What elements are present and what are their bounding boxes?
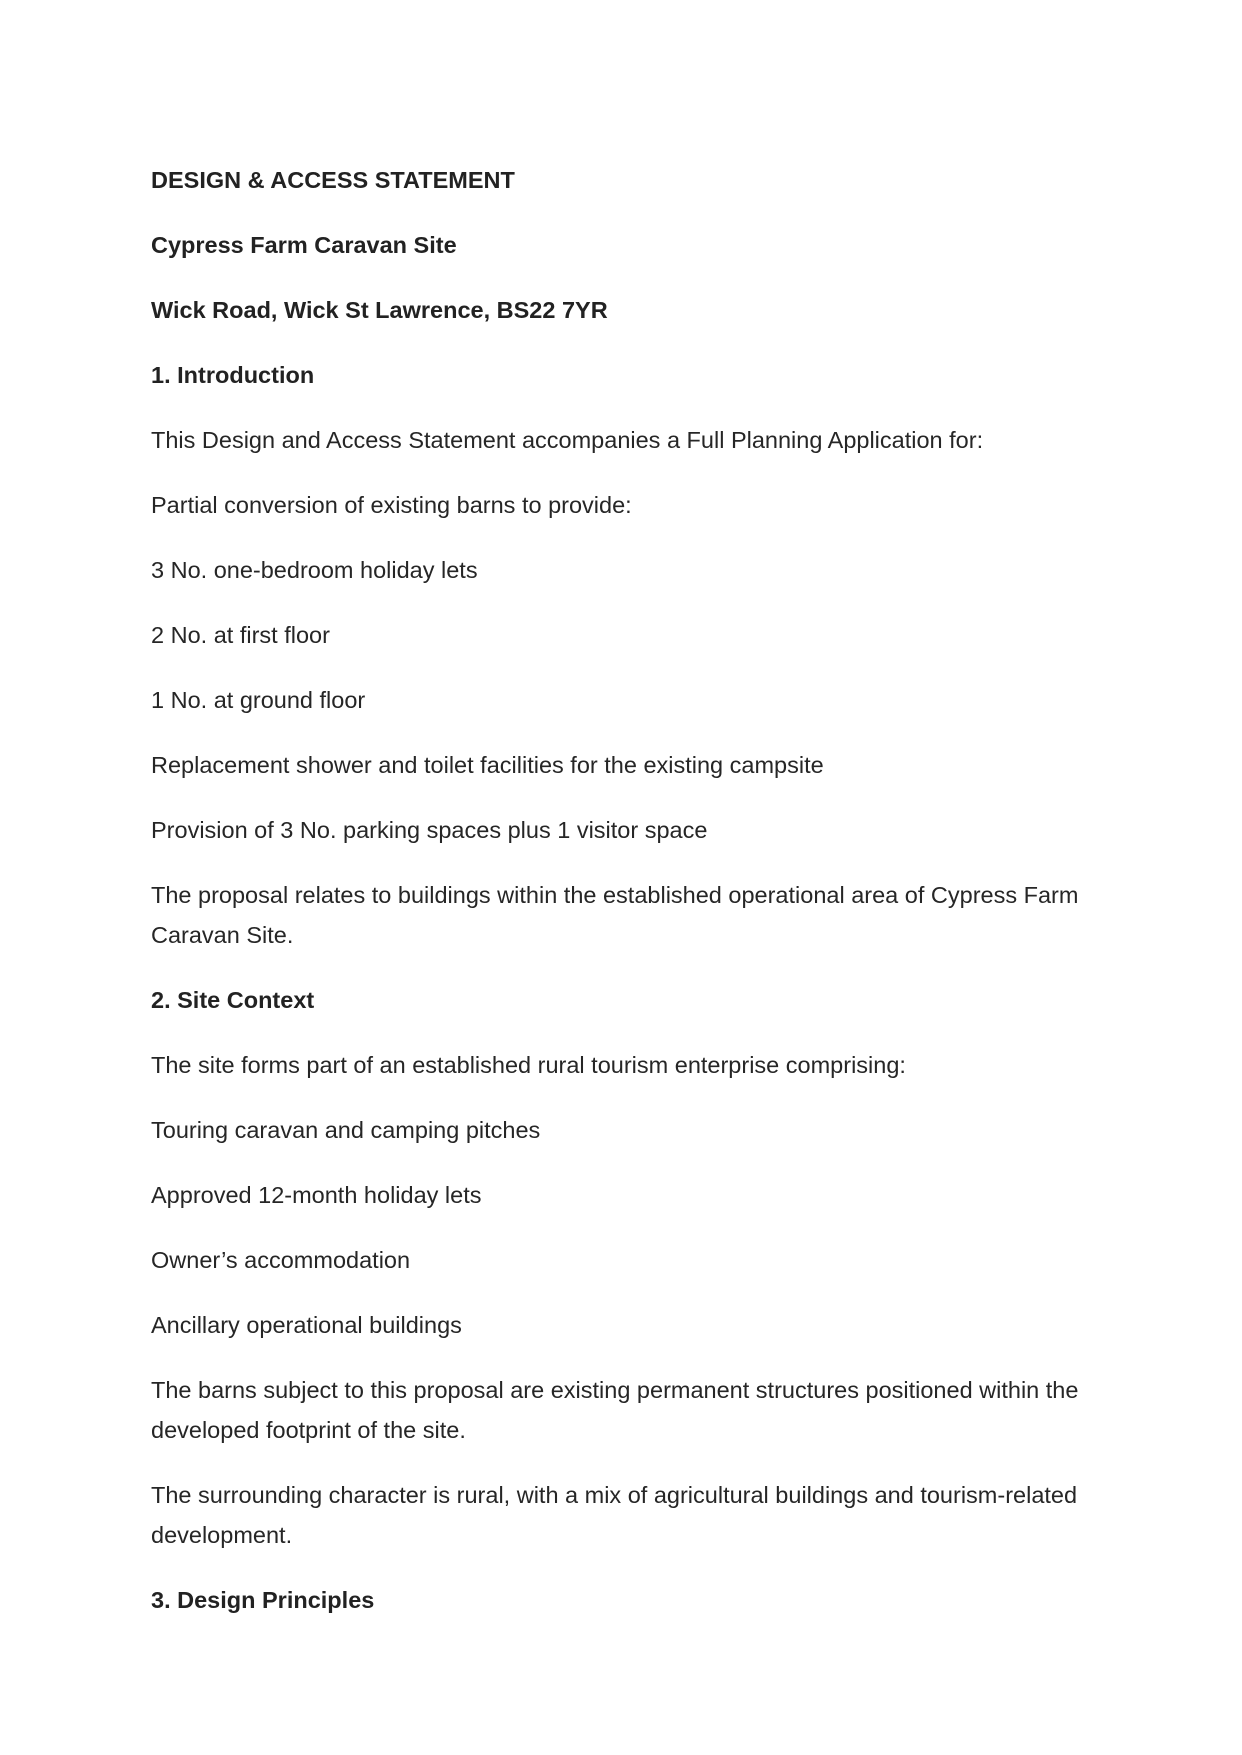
section-heading-design-principles: 3. Design Principles <box>151 1587 375 1613</box>
section-heading-site-context: 2. Site Context <box>151 987 315 1013</box>
list-item: 1 No. at ground floor <box>151 687 366 713</box>
list-item: Provision of 3 No. parking spaces plus 1 visitor space <box>151 817 708 843</box>
paragraph: This Design and Access Statement accompanies a Full Planning Application for: <box>151 427 984 453</box>
list-item: 2 No. at first floor <box>151 622 330 648</box>
site-address: Wick Road, Wick St Lawrence, BS22 7YR <box>151 297 608 323</box>
list-item: 3 No. one-bedroom holiday lets <box>151 557 478 583</box>
paragraph: The barns subject to this proposal are existing permanent structures positioned within the developed footprint of the site. <box>151 1377 1079 1443</box>
list-item: Ancillary operational buildings <box>151 1312 462 1338</box>
paragraph: The surrounding character is rural, with a mix of agricultural buildings and tourism-related development. <box>151 1482 1078 1548</box>
document-title: DESIGN & ACCESS STATEMENT <box>151 167 515 193</box>
list-item: Approved 12-month holiday lets <box>151 1182 482 1208</box>
section-heading-introduction: 1. Introduction <box>151 362 315 388</box>
site-name: Cypress Farm Caravan Site <box>151 232 457 258</box>
list-item: Owner’s accommodation <box>151 1247 411 1273</box>
paragraph: The site forms part of an established rural tourism enterprise comprising: <box>151 1052 906 1078</box>
list-item: Replacement shower and toilet facilities for the existing campsite <box>151 752 824 778</box>
list-item: Touring caravan and camping pitches <box>151 1117 541 1143</box>
document-body <box>151 160 1091 1645</box>
paragraph: The proposal relates to buildings within the established operational area of Cypress Farm Caravan Site. <box>151 882 1079 948</box>
paragraph: Partial conversion of existing barns to provide: <box>151 492 632 518</box>
